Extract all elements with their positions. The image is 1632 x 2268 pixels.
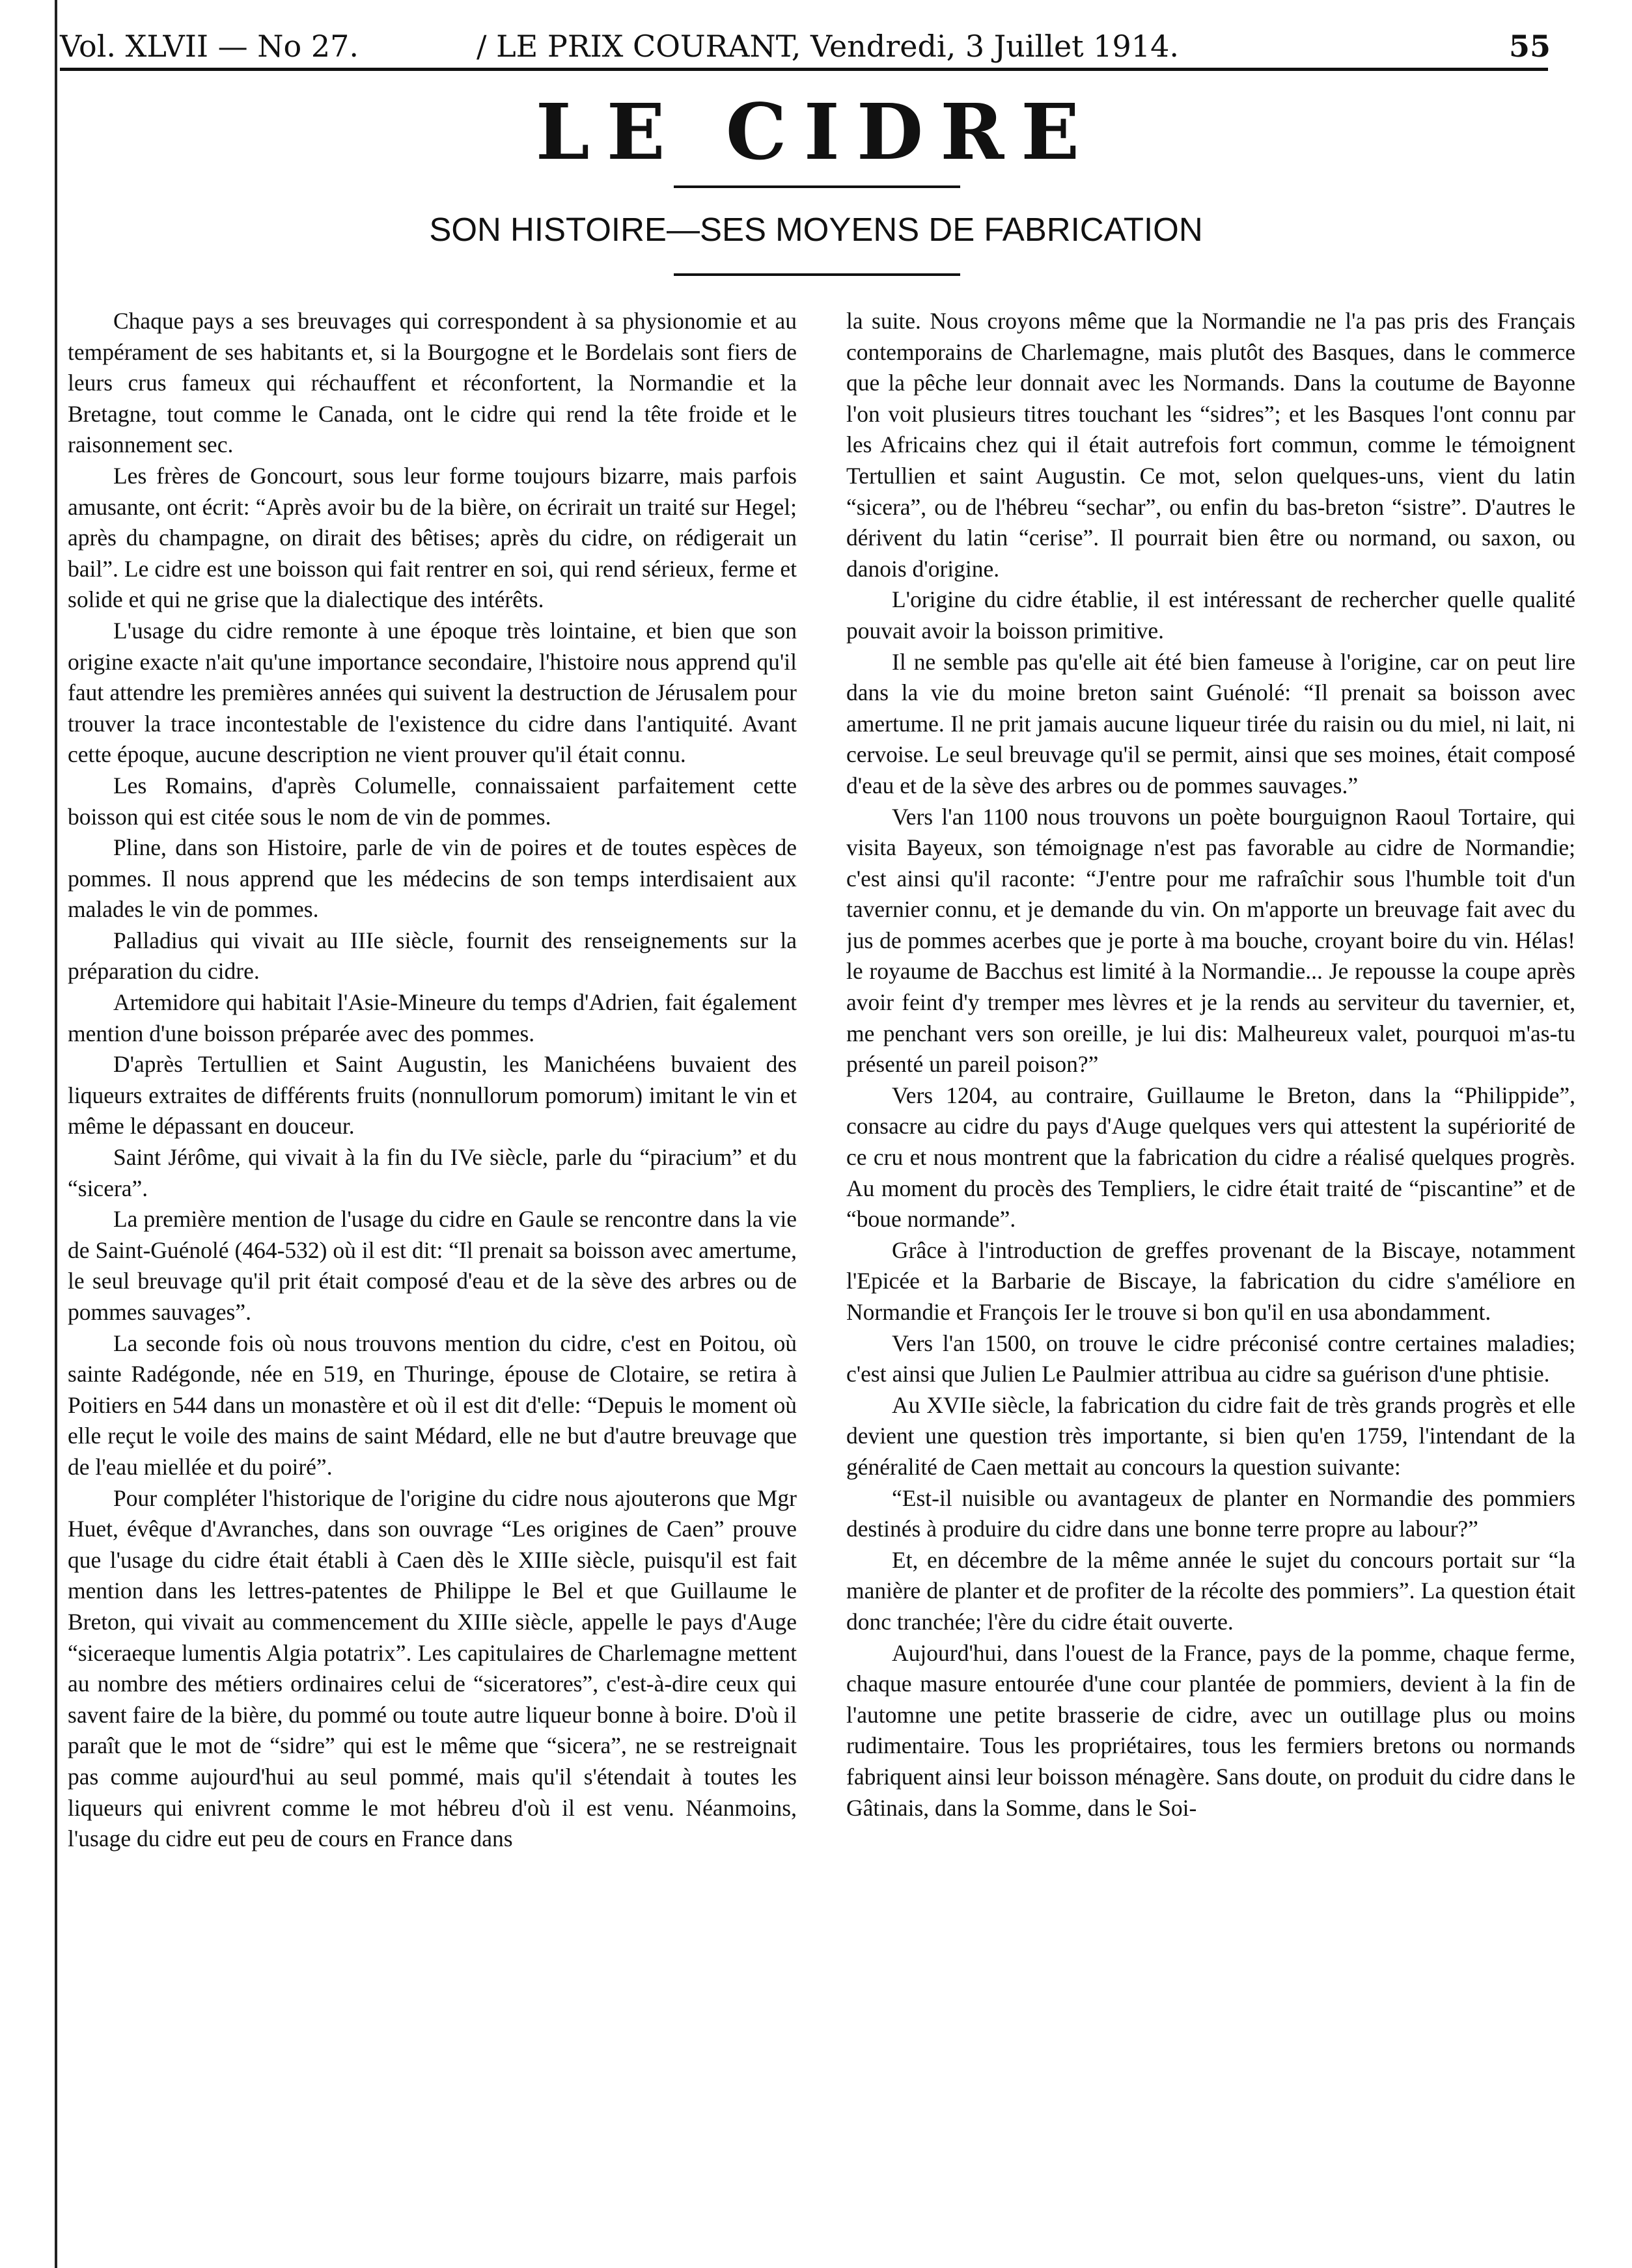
paragraph: Il ne semble pas qu'elle ait été bien fameuse à l'origine, car on peut lire dans la vie du moine breton saint Guénolé: “Il prenait sa boisson avec amertume. Il ne prit jamais aucune liqueur tirée du raisin ou du miel, ni lait, ni cervoise. Le seul breuvage qu'il se permit, ainsi que ses moines, était composé d'eau et de la sève des arbres ou de pommes sauvages.”	[846, 648, 1575, 799]
left-column	[68, 306, 797, 2180]
subtitle-rule	[674, 273, 960, 276]
paragraph: la suite. Nous croyons même que la Normandie ne l'a pas pris des Français contemporains de Charlemagne, mais plutôt des Basques, dans le commerce que la pêche leur donnait avec les Normands. Dans la coutume de Bayonne l'on voit plusieurs titres touchant les “sidres”; et les Basques l'ont connu par les Africains chez qui il était autrefois fort commun, comme le témoignent Tertullien et saint Augustin. Ce mot, selon quelques-uns, vient du latin “sicera”, ou de l'hébreu “sechar”, ou enfin du bas-breton “sistre”. D'autres le dérivent du latin “cerise”. Il pourrait bien être ou normand, ou saxon, ou danois d'origine.	[846, 308, 1575, 582]
paragraph: Les Romains, d'après Columelle, connaissaient parfaitement cette boisson qui est citée sous le nom de vin de pommes.	[68, 772, 797, 830]
paragraph: D'après Tertullien et Saint Augustin, les Manichéens buvaient des liqueurs extraites de différents fruits (nonnullorum pomorum) imitant le vin et même le dépassant en douceur.	[68, 1051, 797, 1140]
paragraph: “Est-il nuisible ou avantageux de planter en Normandie des pommiers destinés à produire du cidre dans une bonne terre propre au labour?”	[846, 1484, 1575, 1542]
volume-number: Vol. XLVII — No 27.	[60, 29, 359, 64]
paragraph: Palladius qui vivait au IIIe siècle, fournit des renseignements sur la préparation du cidre.	[68, 927, 797, 985]
title-rule	[674, 185, 960, 188]
paragraph: Grâce à l'introduction de greffes provenant de la Biscaye, notamment l'Epicée et la Barbarie de Biscaye, la fabrication du cidre s'améliore en Normandie et François Ier le trouve si bon qu'il en usa abondamment.	[846, 1236, 1575, 1325]
paragraph: Chaque pays a ses breuvages qui correspondent à sa physionomie et au tempérament de ses habitants et, si la Bourgogne et le Bordelais sont fiers de leurs crus fameux qui réchauffent et réconfortent, la Normandie et la Bretagne, tout comme le Canada, ont le cidre qui rend la tête froide et le raisonnement sec.	[68, 308, 797, 458]
paragraph: Au XVIIe siècle, la fabrication du cidre fait de très grands progrès et elle devient une question très importante, si bien qu'en 1759, l'intendant de la généralité de Caen mettait au concours la question suivante:	[846, 1391, 1575, 1480]
page-header	[60, 26, 1551, 66]
paragraph: La première mention de l'usage du cidre en Gaule se rencontre dans la vie de Saint-Guénolé (464-532) où il est dit: “Il prenait sa boisson avec amertume, le seul breuvage qu'il prit était composé d'eau et de la sève des arbres ou de pommes sauvages”.	[68, 1206, 797, 1325]
left-margin-rule	[55, 0, 57, 2268]
article-subtitle: SON HISTOIRE—SES MOYENS DE FABRICATION	[429, 211, 1203, 248]
paragraph: Vers l'an 1100 nous trouvons un poète bourguignon Raoul Tortaire, qui visita Bayeux, son témoignage n'est pas favorable au cidre de Normandie; c'est ainsi qu'il raconte: “J'entre pour me rafraîchir sous l'humble toit d'un tavernier connu, et je demande du vin. On m'apporte un breuvage fait avec du jus de pommes acerbes que je porte à ma bouche, croyant boire du vin. Hélas! le royaume de Bacchus est limité à la Normandie... Je repousse la coupe après avoir feint d'y tremper mes lèvres et je la rends au serviteur du tavernier, et, me penchant vers son oreille, je lui dis: Malheureux valet, pourquoi m'as-tu présenté un pareil poison?”	[846, 803, 1575, 1078]
paragraph: Aujourd'hui, dans l'ouest de la France, pays de la pomme, chaque ferme, chaque masure entourée d'une cour plantée de pommiers, devient à la fin de l'automne une petite brasserie de cidre, avec un outillage plus ou moins rudimentaire. Tous les propriétaires, tous les fermiers bretons ou normands fabriquent ainsi leur boisson ménagère. Sans doute, on produit du cidre dans le Gâtinais, dans la Somme, dans le Soi-	[846, 1639, 1575, 1821]
article-title: LE CIDRE	[535, 87, 1097, 177]
page-number: 55	[1508, 29, 1551, 64]
paragraph: Saint Jérôme, qui vivait à la fin du IVe siècle, parle du “piracium” et du “sicera”.	[68, 1144, 797, 1201]
paragraph: L'usage du cidre remonte à une époque très lointaine, et bien que son origine exacte n'ait qu'une importance secondaire, l'histoire nous apprend qu'il faut attendre les premières années qui suivent la destruction de Jérusalem pour trouver la trace incontestable de l'existence du cidre dans l'antiquité. Avant cette époque, aucune description ne vient prouver qu'il était connu.	[68, 617, 797, 768]
publication-title: / LE PRIX COURANT, Vendredi, 3 Juillet 1914.	[477, 29, 1179, 64]
paragraph: Et, en décembre de la même année le sujet du concours portait sur “la manière de planter et de profiter de la récolte des pommiers”. La question était donc tranchée; l'ère du cidre était ouverte.	[846, 1546, 1575, 1635]
paragraph: La seconde fois où nous trouvons mention du cidre, c'est en Poitou, où sainte Radégonde, née en 519, en Thuringe, épouse de Clotaire, se retira à Poitiers en 544 dans un monastère et où il est dit d'elle: “Depuis le moment où elle reçut le voile des mains de saint Médard, elle ne but d'autre breuvage que de l'eau miellée et du poiré”.	[68, 1330, 797, 1480]
paragraph: Pour compléter l'historique de l'origine du cidre nous ajouterons que Mgr Huet, évêque d'Avranches, dans son ouvrage “Les origines de Caen” prouve que l'usage du cidre était établi à Caen dès le XIIIe siècle, puisqu'il est fait mention dans les lettres-patentes de Philippe le Bel et que Guillaume le Breton, qui vivait au commencement du XIIIe siècle, appelle le pays d'Auge “siceraeque lumentis Algia potatrix”. Les capitulaires de Charlemagne mettent au nombre des métiers ordinaires celui de “siceratores”, c'est-à-dire ceux qui savent faire de la bière, du pommé ou toute autre liqueur bonne à boire. D'où il paraît que le mot de “sidre” qui est le même que “sicera”, ne se restreignait pas comme aujourd'hui au seul pommé, mais qu'il s'étendait à toutes les liqueurs qui enivrent comme le mot hébreu d'où il est venu. Néanmoins, l'usage du cidre eut peu de cours en France dans	[68, 1484, 797, 1852]
right-column	[846, 306, 1575, 2180]
paragraph: Vers 1204, au contraire, Guillaume le Breton, dans la “Philippide”, consacre au cidre du pays d'Auge quelques vers qui attestent la supériorité de ce cru et nous montrent que la fabrication du cidre a réalisé quelques progrès. Au moment du procès des Templiers, le cidre était traité de “piscantine” et de “boue normande”.	[846, 1082, 1575, 1233]
paragraph: Les frères de Goncourt, sous leur forme toujours bizarre, mais parfois amusante, ont écrit: “Après avoir bu de la bière, on écrirait un traité sur Hegel; après du champagne, on dirait des bêtises; après du cidre, on rédigerait un bail”. Le cidre est une boisson qui fait rentrer en soi, qui rend sérieux, ferme et solide et qui ne grise que la dialectique des intérêts.	[68, 462, 797, 613]
paragraph: Artemidore qui habitait l'Asie-Mineure du temps d'Adrien, fait également mention d'une boisson préparée avec des pommes.	[68, 989, 797, 1046]
paragraph: Pline, dans son Histoire, parle de vin de poires et de toutes espèces de pommes. Il nous apprend que les médecins de son temps interdisaient aux malades le vin de pommes.	[68, 834, 797, 923]
header-rule	[60, 68, 1548, 71]
paragraph: Vers l'an 1500, on trouve le cidre préconisé contre certaines maladies; c'est ainsi que Julien Le Paulmier attribua au cidre sa guérison d'une phtisie.	[846, 1330, 1575, 1387]
paragraph: L'origine du cidre établie, il est intéressant de rechercher quelle qualité pouvait avoir la boisson primitive.	[846, 586, 1575, 644]
